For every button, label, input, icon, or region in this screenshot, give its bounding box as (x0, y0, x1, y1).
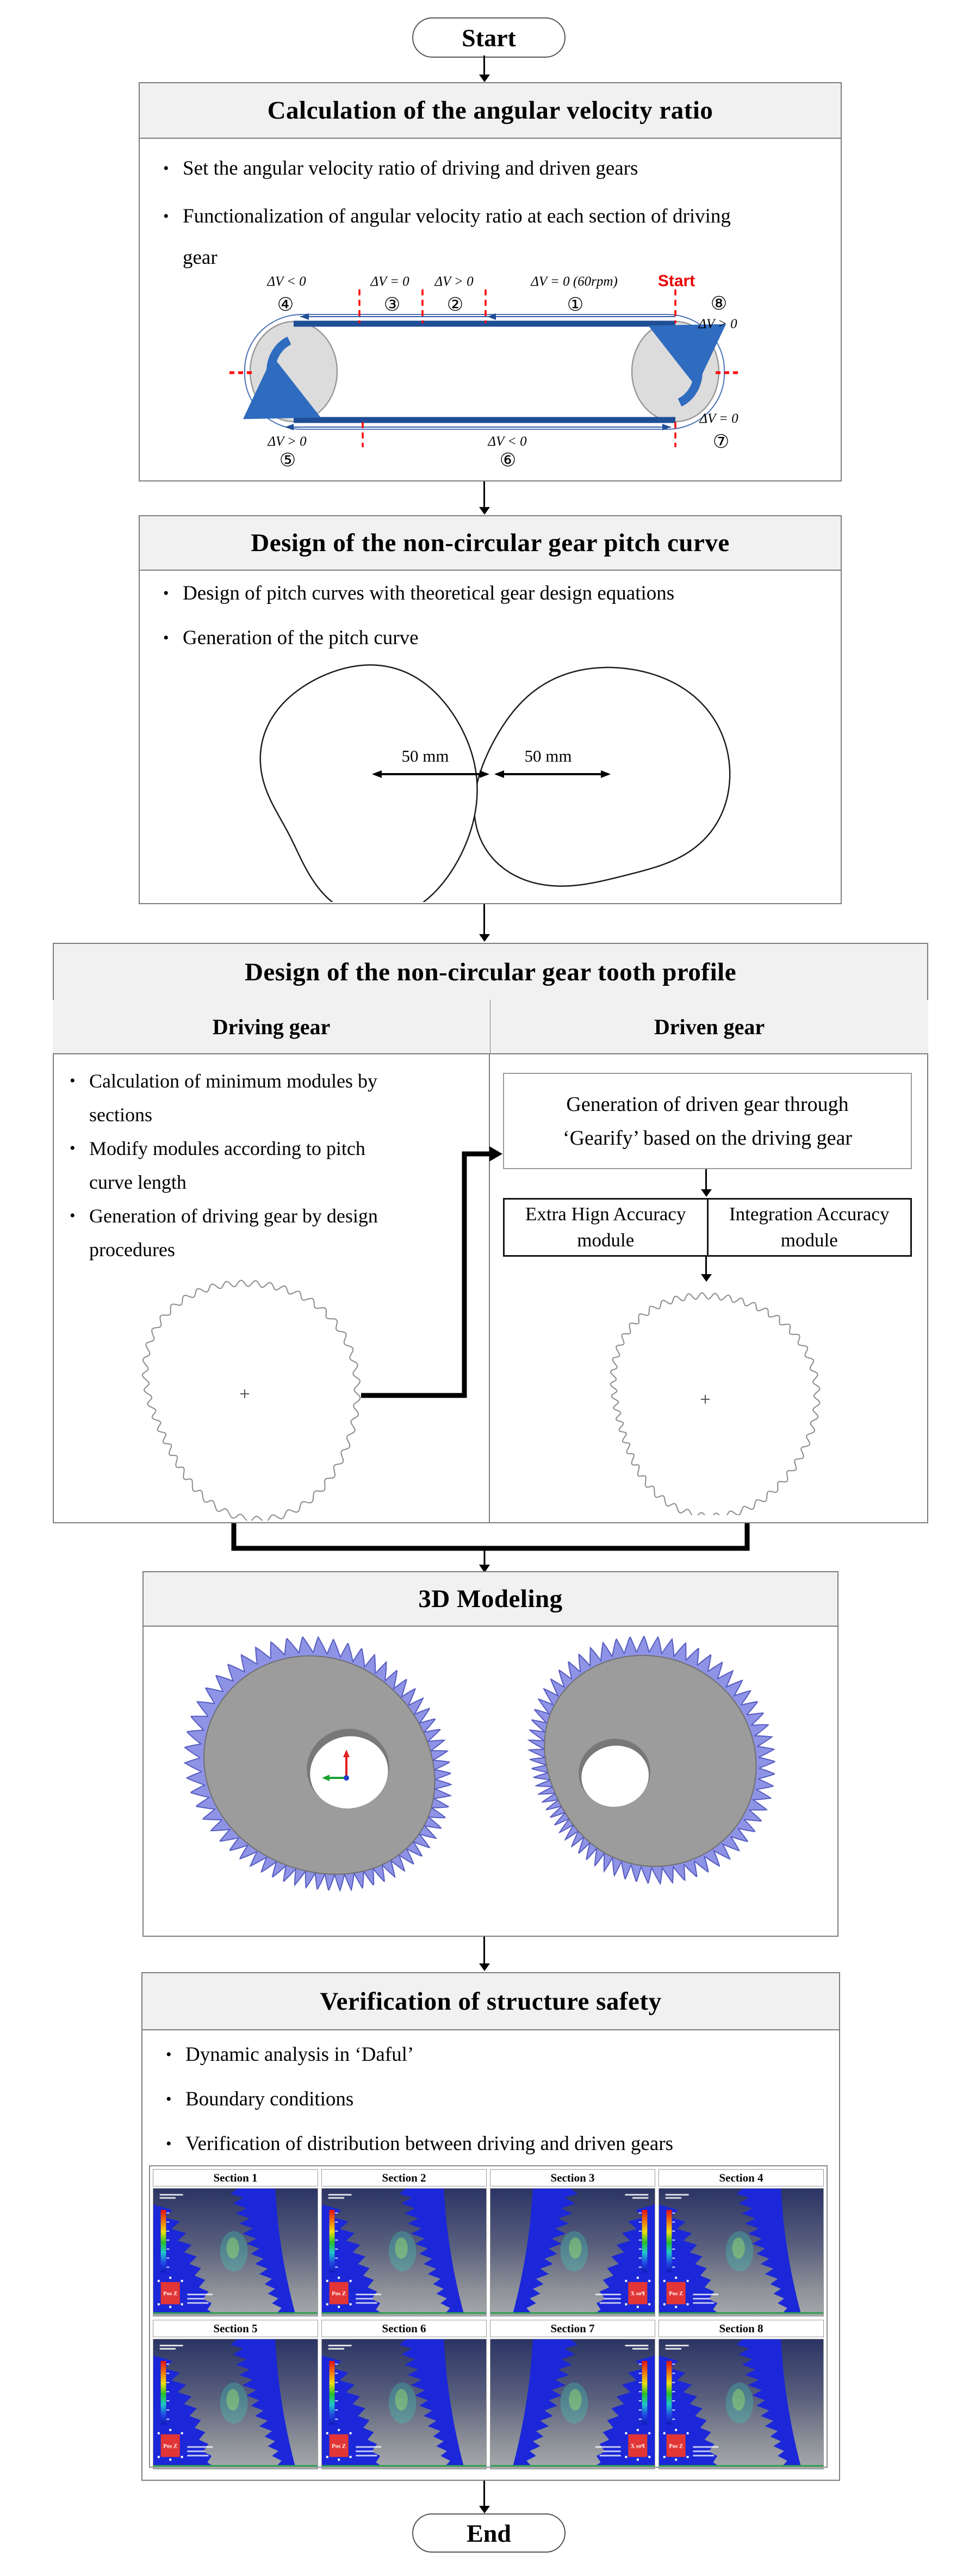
driven-generation-box (503, 1073, 912, 1169)
end-label: End (467, 2519, 511, 2547)
section-cell (490, 2169, 655, 2316)
step1-bullets (163, 148, 750, 285)
end-terminal (412, 2513, 566, 2553)
driven-generation-line2: ‘Gearify’ based on the driving gear (562, 1126, 853, 1150)
belt-label-section3: ΔV = 0 (370, 274, 409, 289)
belt-label-section7: ΔV = 0 (699, 411, 738, 426)
start-terminal (412, 17, 566, 58)
section-label: Section 6 (382, 2321, 426, 2335)
bullet-text: Modify modules according to pitch curve length (89, 1138, 365, 1193)
fea-image (490, 2188, 655, 2316)
section-header (490, 2169, 655, 2186)
bullet-dot: • (163, 207, 169, 225)
bullet-dot: • (163, 159, 169, 177)
section-row-1 (153, 2169, 824, 2316)
panel-pitch-curve-header (140, 516, 841, 571)
arrow-step5-to-end (483, 2481, 485, 2506)
bullet-dot: • (163, 584, 169, 602)
arrow-step4-to-step5 (483, 1937, 485, 1964)
module-cell-integration: Integration Accuracy module (729, 1203, 890, 1251)
fea-image (490, 2339, 655, 2469)
belt-label-section4: ΔV < 0 (267, 274, 306, 289)
driving-to-driven-connector (353, 1142, 511, 1404)
3d-gear-figure (163, 1632, 818, 1930)
section-header (490, 2320, 655, 2337)
arrow-genbox-to-modules (705, 1169, 707, 1190)
panel-3d-modeling-header (144, 1572, 837, 1627)
list-item (166, 2128, 808, 2160)
belt-label-section8: ΔV > 0 (698, 317, 737, 331)
belt-num-5: ⑤ (279, 450, 296, 471)
pitch-curve-driving (260, 665, 477, 902)
arrow-step2-to-step3 (483, 904, 485, 935)
bullet-dot: • (163, 629, 169, 647)
section-cell (490, 2320, 655, 2469)
section-cell (153, 2320, 318, 2469)
section-label: Section 2 (382, 2171, 426, 2184)
step5-bullets (166, 2039, 808, 2166)
bullet-dot: • (70, 1207, 76, 1225)
merge-bracket (207, 1521, 767, 1573)
panel-angular-velocity-title: Calculation of the angular velocity ratio (267, 96, 713, 125)
driven-generation-line1: Generation of driven gear through (566, 1092, 849, 1116)
section-header (321, 2169, 487, 2186)
pulley-right (632, 322, 719, 422)
section-cell (659, 2169, 824, 2316)
start-label: Start (462, 23, 516, 52)
fea-image (153, 2188, 318, 2316)
list-item (166, 2084, 808, 2115)
fea-image (659, 2339, 824, 2469)
bullet-text: Calculation of minimum modules by sections (89, 1070, 377, 1126)
belt-figure (228, 273, 750, 473)
section-label: Section 3 (550, 2171, 595, 2184)
section-cell (321, 2320, 487, 2469)
driven-gear-profile (590, 1284, 824, 1515)
belt-num-1: ① (567, 295, 584, 315)
belt-label-section1: ΔV = 0 (60rpm) (531, 274, 618, 289)
bullet-dot: • (166, 2090, 172, 2108)
section-label: Section 5 (213, 2321, 258, 2335)
bullet-text: Set the angular velocity ratio of driving and driven gears (183, 157, 638, 180)
panel-tooth-profile-title: Design of the non-circular gear tooth profile (244, 957, 737, 986)
bullet-text: Generation of the pitch curve (183, 627, 419, 649)
bullet-text: Design of pitch curves with theoretical gear design equations (183, 582, 675, 604)
driven-gear-header: Driven gear (654, 1014, 765, 1039)
section-label: Section 4 (719, 2171, 763, 2184)
driving-gear-profile (125, 1270, 370, 1521)
panel-3d-modeling-title: 3D Modeling (418, 1585, 563, 1613)
section-header (153, 2320, 318, 2337)
section-cell (659, 2320, 824, 2469)
accuracy-module-table (503, 1198, 912, 1257)
column-header-driving (53, 1000, 490, 1054)
driving-gear-outline (142, 1281, 360, 1521)
section-label: Section 7 (550, 2321, 595, 2335)
bullet-text: Generation of driving gear by design procedures (89, 1205, 378, 1261)
bullet-text: Verification of distribution between driving and driven gears (185, 2133, 673, 2155)
list-item (166, 2039, 808, 2071)
belt-label-section6: ΔV < 0 (488, 434, 527, 449)
bullet-dot: • (70, 1072, 76, 1090)
gear-center-mark (240, 1389, 249, 1398)
fea-image (321, 2188, 487, 2316)
section-header (659, 2169, 824, 2186)
section-header (659, 2320, 824, 2337)
pulley-left (250, 322, 337, 422)
panel-angular-velocity-header (140, 83, 841, 139)
list-item (163, 196, 750, 279)
section-cell (321, 2169, 487, 2316)
list-item (163, 148, 750, 189)
belt-label-section2: ΔV > 0 (434, 274, 474, 289)
belt-num-6: ⑥ (499, 450, 517, 471)
driving-gear-header: Driving gear (212, 1014, 331, 1039)
elbow-arrowhead-icon (489, 1146, 502, 1162)
section-results-grid (149, 2165, 828, 2468)
arrow-modules-to-gear (705, 1257, 707, 1275)
fea-image (321, 2339, 487, 2469)
elbow-line (361, 1154, 490, 1395)
section-header (321, 2320, 487, 2337)
panel-verification-header (142, 1973, 839, 2030)
dim-label-left: 50 mm (401, 746, 449, 765)
section-label: Section 8 (719, 2321, 763, 2335)
module-cell-extra-high: Extra Hign Accuracy module (505, 1200, 709, 1255)
dim-label-right: 50 mm (524, 746, 572, 765)
arrow-start-to-step1 (483, 55, 485, 75)
panel-pitch-curve-title: Design of the non-circular gear pitch curve (251, 529, 730, 557)
belt-start-marker: Start (657, 272, 695, 290)
belt-label-section5: ΔV > 0 (268, 434, 307, 449)
belt-num-2: ② (446, 295, 464, 315)
bullet-dot: • (166, 2135, 172, 2153)
gear-center-mark (701, 1395, 710, 1404)
section-row-2 (153, 2320, 824, 2469)
panel-verification-title: Verification of structure safety (320, 1987, 662, 2016)
list-item (163, 578, 794, 609)
bullet-text: Dynamic analysis in ‘Daful’ (185, 2043, 414, 2066)
belt-direction-arrow-icon (285, 424, 294, 430)
section-cell (153, 2169, 318, 2316)
belt-num-7: ⑦ (712, 432, 730, 452)
bullet-dot: • (70, 1139, 76, 1157)
bullet-text: Boundary conditions (185, 2088, 354, 2110)
pitch-curve-figure (234, 647, 756, 902)
bullet-text: Functionalization of angular velocity ratio at each section of driving gear (183, 205, 731, 269)
arrow-step1-to-step2 (483, 481, 485, 508)
driven-gear-outline (611, 1293, 820, 1516)
bullet-dot: • (166, 2046, 172, 2064)
list-item (70, 1064, 418, 1132)
fea-image (153, 2339, 318, 2469)
section-header (153, 2169, 318, 2186)
belt-num-8: ⑧ (710, 294, 728, 314)
bracket-line (234, 1523, 747, 1548)
section-label: Section 1 (213, 2171, 258, 2184)
belt-num-4: ④ (277, 295, 294, 315)
column-header-driven (490, 1000, 928, 1054)
belt-num-3: ③ (383, 295, 401, 315)
panel-tooth-profile-header (54, 944, 927, 1001)
fea-image (659, 2188, 824, 2316)
